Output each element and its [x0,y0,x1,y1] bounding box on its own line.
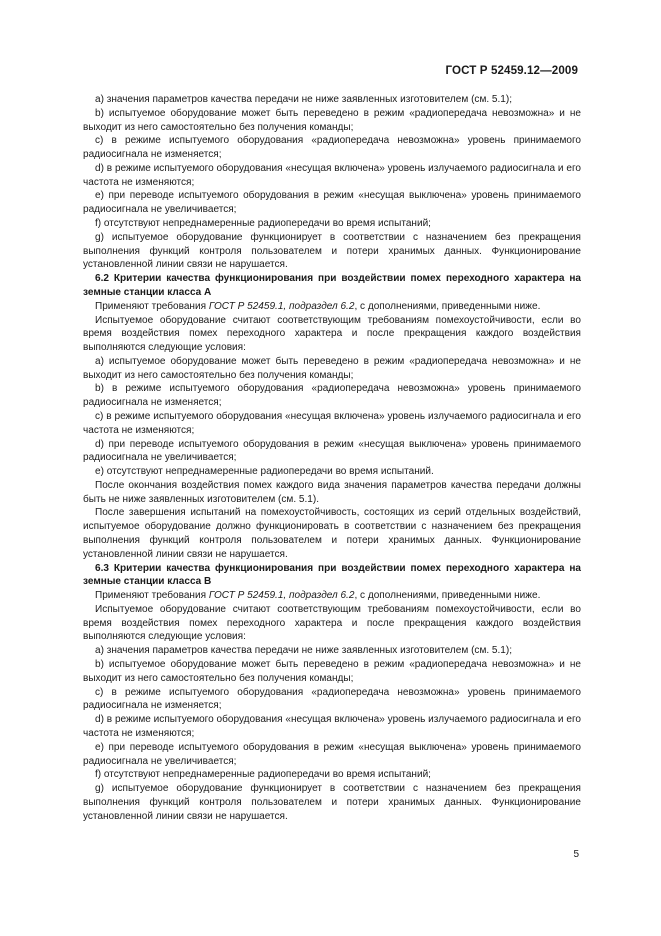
apply-requirements-6-3: Применяют требования ГОСТ Р 52459.1, подраздел 6.2, с дополнениями, приведенными ниже. [95,590,541,602]
list-item: e) при переводе испытуемого оборудования в режим «несущая выключена» уровень принимаемого радиосигнала не увеличивается; [83,190,581,216]
document-code: ГОСТ Р 52459.12—2009 [445,64,578,77]
paragraph-after-all: После завершения испытаний на помехоустойчивость, состоящих из серий отдельных воздействий, испытуемое оборудование должно функционировать в соответствии с назначением без прекращения выполнения функций контроля пользователем и потери хранимых данных. Функционирование установленной линии связи не нарушается. [83,507,581,560]
section-heading-6-3: 6.3 Критерии качества функционирования при воздействии помех переходного характера на земные станции класса В [83,562,581,588]
conditions-intro-6-2: Испытуемое оборудование считают соответствующим требованиям помехоустойчивости, если во время воздействия помех переходного характера и после прекращения каждого воздействия выполняются следующие условия: [83,314,581,354]
list-item: e) отсутствуют непреднамеренные радиопередачи во время испытаний. [95,466,434,478]
apply-requirements-6-2: Применяют требования ГОСТ Р 52459.1, подраздел 6.2, с дополнениями, приведенными ниже. [95,300,541,312]
list-item: g) испытуемое оборудование функционирует в соответствии с назначением без прекращения выполнения функций контроля пользователем и потери хранимых данных. Функционирование установленной линии связи не нарушается. [83,231,581,271]
conditions-intro-6-3: Испытуемое оборудование считают соответствующим требованиям помехоустойчивости, если во время воздействия помех переходного характера и после прекращения каждого воздействия выполняются следующие условия: [83,603,581,643]
list-item: a) испытуемое оборудование может быть переведено в режим «радиопередача невозможна» и не выходит из него самостоятельно без получения команды; [83,355,581,381]
document-body [83,93,581,823]
section-heading-6-2: 6.2 Критерии качества функционирования при воздействии помех переходного характера на земные станции класса А [83,273,581,298]
paragraph-after-each: После окончания воздействия помех каждого вида значения параметров качества передачи должны быть не ниже заявленных изготовителем (см. 5.1). [83,479,581,505]
list-item: a) значения параметров качества передачи не ниже заявленных изготовителем (см. 5.1); [95,645,513,657]
list-item: a) значения параметров качества передачи не ниже заявленных изготовителем (см. 5.1); [95,94,513,105]
page-number: 5 [573,849,579,860]
list-item: f) отсутствуют непреднамеренные радиопередачи во время испытаний; [95,218,431,230]
list-item: c) в режиме испытуемого оборудования «радиопередача невозможна» уровень принимаемого радиосигнала не изменяется; [83,135,581,161]
list-item: d) в режиме испытуемого оборудования «несущая включена» уровень излучаемого радиосигнала и его частота не изменяются; [83,714,581,739]
list-item: d) при переводе испытуемого оборудования в режим «несущая выключена» уровень принимаемого радиосигнала не увеличивается; [83,438,581,464]
list-item: b) в режиме испытуемого оборудования «радиопередача невозможна» уровень принимаемого радиосигнала не изменяется; [83,383,581,409]
list-item: d) в режиме испытуемого оборудования «несущая включена» уровень излучаемого радиосигнала и его частота не изменяются; [83,162,581,188]
list-item: c) в режиме испытуемого оборудования «несущая включена» уровень излучаемого радиосигнала и его частота не изменяются; [83,410,581,436]
standard-reference: ГОСТ Р 52459.1, подраздел 6.2 [208,590,355,602]
standard-reference: ГОСТ Р 52459.1, подраздел 6.2 [208,300,355,312]
list-item: g) испытуемое оборудование функционирует в соответствии с назначением без прекращения выполнения функций контроля пользователем и потери хранимых данных. Функционирование установленной линии связи не нарушается. [83,783,581,822]
list-item: e) при переводе испытуемого оборудования в режим «несущая выключена» уровень принимаемого радиосигнала не увеличивается; [83,741,581,767]
list-item: f) отсутствуют непреднамеренные радиопередачи во время испытаний; [95,769,431,781]
list-item: b) испытуемое оборудование может быть переведено в режим «радиопередача невозможна» и не выходит из него самостоятельно без получения команды; [83,107,581,133]
list-item: b) испытуемое оборудование может быть переведено в режим «радиопередача невозможна» и не выходит из него самостоятельно без получения команды; [83,659,581,684]
list-item: c) в режиме испытуемого оборудования «радиопередача невозможна» уровень принимаемого радиосигнала не изменяется; [83,686,581,712]
